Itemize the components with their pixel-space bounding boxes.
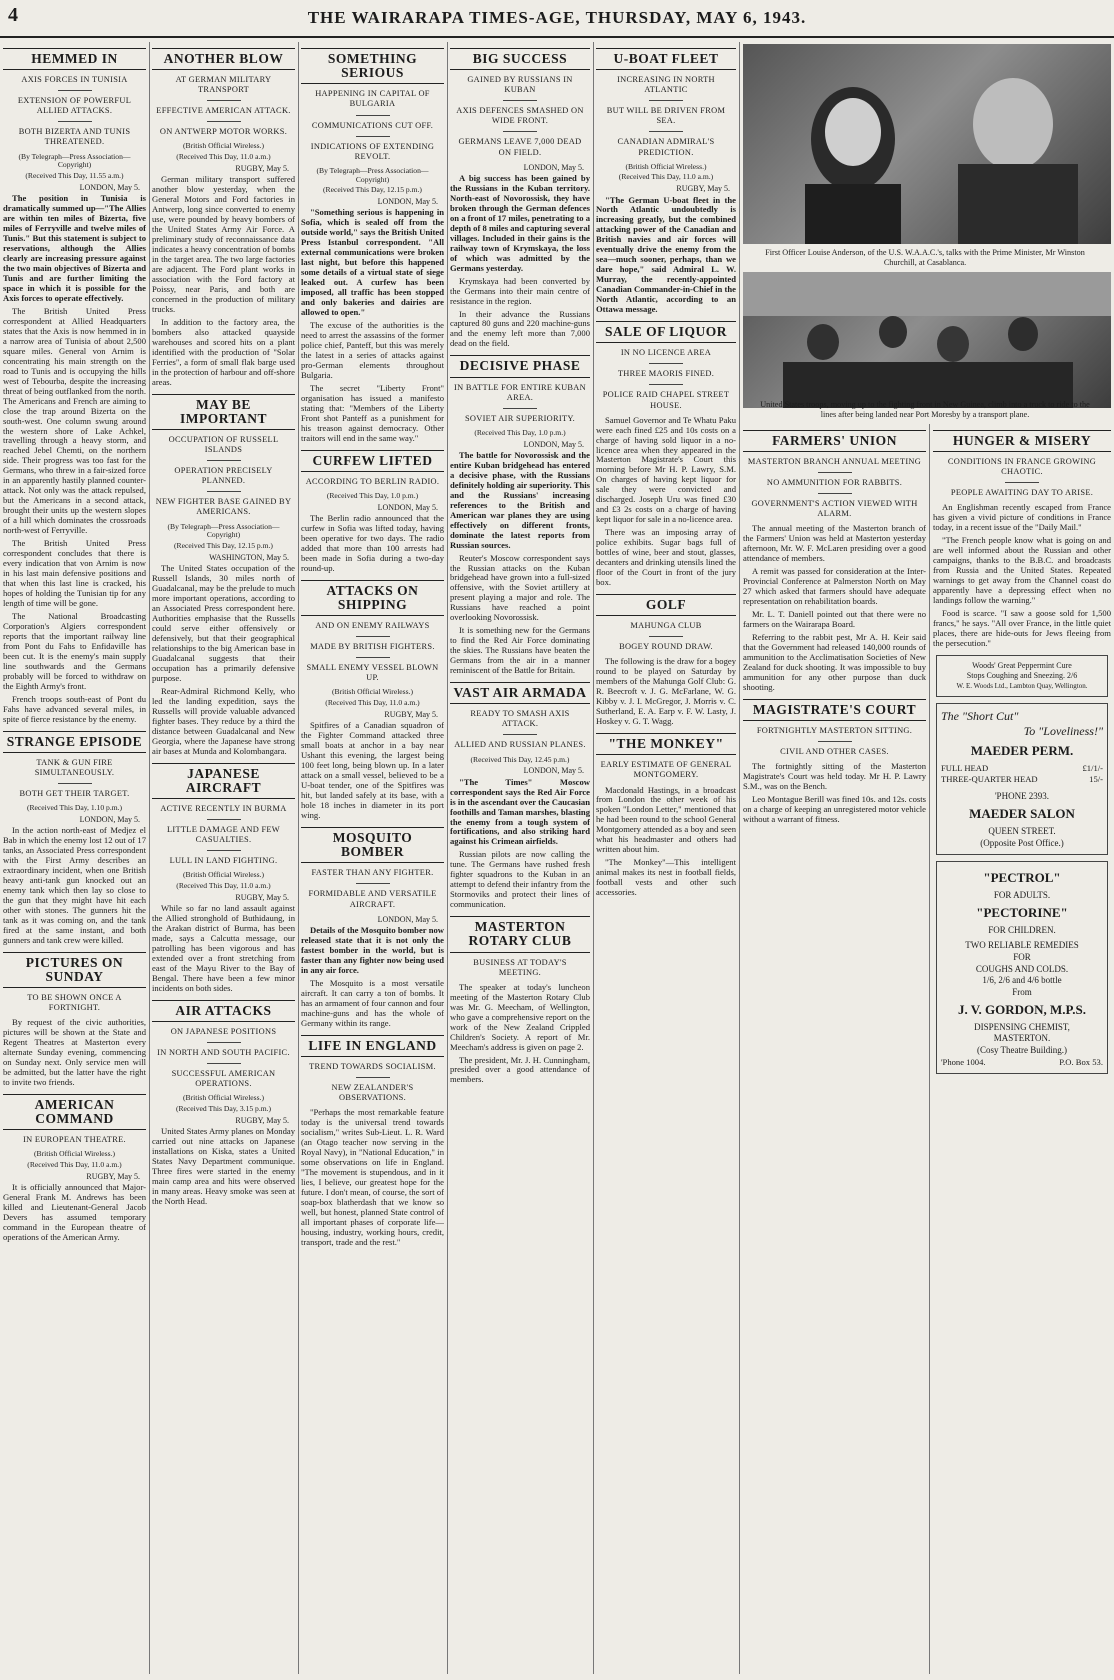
column-rule bbox=[298, 42, 299, 1674]
subheadline: PEOPLE AWAITING DAY TO ARISE. bbox=[950, 488, 1094, 498]
headline: ATTACKS ON SHIPPING bbox=[301, 580, 444, 616]
article bbox=[301, 827, 444, 1029]
subheadline: OCCUPATION OF RUSSELL ISLANDS bbox=[168, 435, 279, 455]
divider bbox=[503, 408, 537, 409]
subheadline: GAINED BY RUSSIANS IN KUBAN bbox=[467, 75, 573, 95]
ad-line: Stops Coughing and Sneezing. bbox=[966, 671, 1065, 681]
headline: MAY BE IMPORTANT bbox=[152, 394, 295, 430]
article bbox=[743, 699, 926, 825]
headline: JAPANESE AIRCRAFT bbox=[152, 763, 295, 799]
article-body bbox=[152, 564, 295, 756]
article bbox=[450, 916, 590, 1085]
divider bbox=[58, 121, 92, 122]
subheadline: BOTH BIZERTA AND TUNIS THREATENED. bbox=[18, 127, 131, 147]
column-rule bbox=[447, 42, 448, 1674]
subheadline: MASTERTON BRANCH ANNUAL MEETING bbox=[747, 457, 922, 467]
article-body bbox=[450, 174, 590, 349]
column-5 bbox=[596, 42, 736, 1674]
divider bbox=[503, 131, 537, 132]
subheadline: COMMUNICATIONS CUT OFF. bbox=[311, 120, 434, 130]
divider bbox=[649, 636, 683, 637]
divider bbox=[503, 734, 537, 735]
headline: FARMERS' UNION bbox=[743, 430, 926, 452]
paragraph: German military transport suffered another blow yesterday, when the General Motors and Ford factories in Antwerp, long since converted to enemy use, were pounded by heavy bombers of the United States Army Air Force. A preliminary study of reconnaissance data indicates a heavy concentration of bombs in the target area. The two large factories are adjacent. The Ford plant works in association with the Ford factory at Poissy, near Paris, and both are concerned in the production of military trucks. bbox=[152, 174, 295, 314]
received-time: (Received This Day, 12.45 p.m.) bbox=[470, 754, 570, 764]
paragraph: By request of the civic authorities, pictures will be shown at the State and Regent Theatres at Masterton every alternate Sunday evening, commencing on Sunday next. Only service men will be admitted, but the latter have the right to invite two friends. bbox=[3, 1017, 146, 1087]
divider bbox=[356, 1077, 390, 1078]
subheadline: EARLY ESTIMATE OF GENERAL MONTGOMERY. bbox=[600, 760, 732, 780]
product-use: FOR ADULTS. bbox=[993, 890, 1051, 901]
divider bbox=[356, 115, 390, 116]
paragraph: The United States occupation of the Russell Islands, 30 miles north of Guadalcanal, may be the prelude to much more important operations, according to an Associated Press correspondent here. Authorities emphasise that the Russells could serve either offensively or defensively, but that their geographical relationships to the big American base in Guadalcanal suggests that their occupation has a primarily defensive purpose. bbox=[152, 563, 295, 683]
wire-source: (By Telegraph—Press Association—Copyright) bbox=[167, 521, 280, 540]
chemist-name: J. V. GORDON, M.P.S. bbox=[958, 1001, 1086, 1017]
product-name: "PECTORINE" bbox=[976, 904, 1068, 920]
received-time: (Received This Day, 11.0 a.m.) bbox=[176, 152, 271, 162]
article bbox=[301, 48, 444, 444]
photo-figures bbox=[743, 44, 1111, 244]
headline: PICTURES ON SUNDAY bbox=[3, 952, 146, 988]
column-rule bbox=[149, 42, 150, 1674]
article-body bbox=[596, 196, 736, 316]
article-body bbox=[301, 926, 444, 1029]
paragraph: The British United Press correspondent concludes that there is every indication that von Arnim is now in his last main defensive positions and that when this last line is cracked, his hopes of holding the Tunisian tip for any length of time will be gone. bbox=[3, 538, 146, 608]
paragraph: French troops south-east of Pont du Fahs have advanced several miles, in spite of fierce resistance by the enemy. bbox=[3, 693, 146, 724]
subheadline: IN BATTLE FOR ENTIRE KUBAN AREA. bbox=[453, 382, 587, 402]
dateline: LONDON, May 5. bbox=[79, 182, 140, 192]
subheadline: BOGEY ROUND DRAW. bbox=[619, 642, 713, 652]
divider bbox=[207, 1042, 241, 1043]
article bbox=[596, 733, 736, 898]
lead-paragraph: A big success has been gained by the Russians in the Kuban territory. North-east of Novorossisk, they have broken through the German defences on a front of 17 miles, penetrating to a depth of 8 miles and capturing several villages. Included in their gains is the railway town of Krymskaya, the loss of which was admitted by the Germans yesterday. bbox=[450, 172, 590, 273]
article bbox=[152, 763, 295, 994]
subheadline: IN EUROPEAN THEATRE. bbox=[23, 1135, 126, 1145]
wire-source: (British Official Wireless.) bbox=[182, 870, 265, 880]
article bbox=[301, 1035, 444, 1248]
price-label: THREE-QUARTER HEAD bbox=[941, 774, 1038, 785]
subheadline: INCREASING IN NORTH ATLANTIC bbox=[617, 75, 715, 95]
gordon-chemist-ad bbox=[936, 861, 1108, 1074]
article-hunger-misery bbox=[933, 430, 1111, 649]
woods-peppermint-ad bbox=[936, 655, 1108, 697]
lead-paragraph: "The German U-boat fleet in the North Atlantic undoubtedly is increasing greatly, but the combined attacking power of the Canadian and British navies and air forces will eventually drive the enemy from the sea—much sooner, perhaps, than we dare hope," said Admiral L. W. Murray, the recently-appointed Canadian Commander-in-Chief in the North Atlantic, according to an Ottawa message. bbox=[596, 194, 736, 315]
paragraph: Rear-Admiral Richmond Kelly, who led the landing expedition, says the Russells will provide valuable advanced fighter bases. They reduce by a third the distance between Guadalcanal and New Georgia, where the Japanese have strong air bases at Munda and Kolombangara. bbox=[152, 685, 295, 756]
subheadline: MADE BY BRITISH FIGHTERS. bbox=[310, 642, 435, 652]
subheadline: IN NO LICENCE AREA bbox=[620, 348, 712, 358]
paragraph: Reuter's Moscow correspondent says the Russian attacks on the Kuban bridgehead have grown into a full-sized offensive, with the Soviet artillery at present playing a major and role. The Russians have reached a point overlooking Novorossisk. bbox=[450, 552, 590, 623]
column-rule bbox=[929, 424, 930, 1674]
subheadline: CANADIAN ADMIRAL'S PREDICTION. bbox=[617, 137, 715, 157]
subheadline: CIVIL AND OTHER CASES. bbox=[780, 747, 889, 757]
headline: AMERICAN COMMAND bbox=[3, 1094, 146, 1130]
lead-paragraph: The position in Tunisia is dramatically summed up—"The Allies are within ten miles of Bizerta, five miles of Ferryville and twelve miles of Tunis." But this statement is subject to reservations, although the Allies clearly are increasing pressure against the two main objectives of Bizerta and Tunis and are further limiting the space in which it is possible for the Axis forces to operate effectively. bbox=[3, 193, 146, 303]
dateline: RUGBY, May 5. bbox=[86, 1171, 140, 1181]
column-4 bbox=[450, 42, 590, 1674]
paragraph: There was an imposing array of police exhibits. Sugar bags full of bottles of wine, beer and stout, glasses, decanters and drinking utensils lined the floor of the Court in front of the jury box. bbox=[596, 527, 736, 588]
article-body bbox=[3, 194, 146, 724]
article-body bbox=[596, 416, 736, 588]
divider bbox=[649, 363, 683, 364]
paragraph: Macdonald Hastings, in a broadcast from London the other week of his spoken "London Letter," mentioned that he had been round to the school General Montgomery attended as a boy and seen what his headmaster and others had written about him. bbox=[596, 784, 736, 855]
headline: VAST AIR ARMADA bbox=[450, 682, 590, 704]
paragraph: Spitfires of a Canadian squadron of the Fighter Command attacked three small boats at anchor in a bay near Ushant this evening, the largest being 100 feet long, being blown up. In a later attack on a small vessel, believed to be a U-boat tender, one of the Spitfires was hit, but landed safely at its base, with a hole 18 inches in diameter in its port wing. bbox=[301, 720, 444, 821]
column-rule bbox=[739, 42, 740, 1674]
subheadline: FASTER THAN ANY FIGHTER. bbox=[311, 868, 434, 878]
paragraph: "The French people know what is going on and are well informed about the Russian and other campaigns, thanks to the B.B.C. and broadcasts from Russia and the United States. Repeated warnings to get away from the Channel coast do apparently have a depressing effect when no landings follow the warning." bbox=[933, 535, 1111, 606]
headline: MOSQUITO BOMBER bbox=[301, 827, 444, 863]
headline: SALE OF LIQUOR bbox=[596, 321, 736, 343]
dateline: RUGBY, May 5. bbox=[384, 710, 438, 720]
dateline: LONDON, May 5. bbox=[523, 162, 584, 172]
paragraph: It is officially announced that Major-General Frank M. Andrews has been killed and Lieutenant-General Jacob Devers has assumed temporary command in the European theatre of operations of the American Army. bbox=[3, 1182, 146, 1243]
ad-text: DISPENSING CHEMIST, bbox=[974, 1021, 1070, 1032]
headline: HUNGER & MISERY bbox=[933, 430, 1111, 452]
price-value: 15/- bbox=[1089, 774, 1103, 785]
masthead bbox=[0, 0, 1114, 38]
subheadline: AND ON ENEMY RAILWAYS bbox=[315, 621, 430, 631]
paragraph: Referring to the rabbit pest, Mr A. H. Keir said that the Government had released 140,000 rounds of ammunition to the Acclimatisation Societies of New Zealand for duck shooting. It was impossible to buy ammunition for any other purpose than duck shooting. bbox=[743, 632, 926, 693]
dateline: LONDON, May 5. bbox=[377, 502, 438, 512]
wire-source: (British Official Wireless.) bbox=[33, 1149, 116, 1159]
paragraph: Leo Montague Berill was fined 10s. and 12s. costs on a charge of keeping an unregistered motor vehicle without a warrant of fitness. bbox=[743, 794, 926, 825]
divider bbox=[649, 131, 683, 132]
subheadline: FORTNIGHTLY MASTERTON SITTING. bbox=[756, 726, 913, 736]
divider bbox=[207, 1063, 241, 1064]
price-row bbox=[941, 774, 1103, 785]
article-body bbox=[450, 451, 590, 676]
divider bbox=[649, 100, 683, 101]
paragraph: The British United Press correspondent at Allied Headquarters states that the Axis is now hemmed in in a narrow area of Tunisia of about 2,500 square miles. General von Arnim is concentrating his main strength on the road to Tunis and is occupying the hills west of Tebourba, despite the increasing threat of being outflanked from the north. The Americans and French are aiming to close the trap around Bizerta on the south-west. One column swung around the western shore of Lake Achkel, travelling through a heavy storm, and reached Jebel Chemti, on the northern side. Their progress was too fast for the Germans, who threw in a fair-sized force in an apparently hastily planned counter-attack. Not only was the attack repulsed, but the Americans in a second attack, brought their units up the western slopes of a hill which dominates the crossroads north-west of Ferryville. bbox=[3, 305, 146, 536]
subheadline: EXTENSION OF POWERFUL ALLIED ATTACKS. bbox=[17, 96, 132, 116]
article bbox=[450, 682, 590, 910]
paragraph: United States Army planes on Monday carried out nine attacks on Japanese installations on Kiska, states a United States Navy Department communique. Three fires were started in the enemy main camp area and hits were observed in many areas. Heavy smoke was seen at the North Head. bbox=[152, 1126, 295, 1206]
ad-tagline: TWO RELIABLE REMEDIES bbox=[965, 940, 1079, 951]
ad-text: From bbox=[1012, 987, 1032, 998]
subheadline: BOTH GET THEIR TARGET. bbox=[19, 788, 130, 798]
subheadline: ON ANTWERP MOTOR WORKS. bbox=[159, 127, 288, 137]
ad-text: MASTERTON. bbox=[993, 1033, 1051, 1044]
dateline: RUGBY, May 5. bbox=[235, 892, 289, 902]
article-body bbox=[152, 175, 295, 387]
paragraph: In the action north-east of Medjez el Bab in which the enemy lost 12 out of 17 tanks, an Associated Press correspondent with the First Army describes an extraordinary incident, when one British heavy anti-tank gun knocked out an enemy tank which then lay so close to the gun that they might have hit each other with stones. The gunners hit the tank as it was coming on, and the tank fired at the same instant, and both gunners and tank crew were killed. bbox=[3, 825, 146, 945]
paragraph: The president, Mr. J. H. Cunningham, presided over a good attendance of members. bbox=[450, 1054, 590, 1085]
subheadline: THREE MAORIS FINED. bbox=[617, 369, 715, 379]
divider bbox=[356, 136, 390, 137]
article-body bbox=[596, 786, 736, 899]
subheadline: CONDITIONS IN FRANCE GROWING CHAOTIC. bbox=[947, 457, 1097, 477]
maeder-perm-ad bbox=[936, 703, 1108, 855]
subheadline: ACTIVE RECENTLY IN BURMA bbox=[160, 803, 287, 813]
ad-text: (Cosy Theatre Building.) bbox=[976, 1045, 1068, 1056]
subheadline: GOVERNMENT'S ACTION VIEWED WITH ALARM. bbox=[751, 499, 918, 519]
received-time: (Received This Day, 1.0 p.m.) bbox=[474, 427, 566, 437]
headline: STRANGE EPISODE bbox=[3, 731, 146, 753]
received-time: (Received This Day, 11.0 a.m.) bbox=[325, 698, 420, 708]
photo-figures bbox=[743, 272, 1111, 408]
paragraph: The Berlin radio announced that the curfew in Sofia was lifted today, having been operative for two days. The radio added that more than 100 arrests had been made in Sofia during a two-day round-up. bbox=[301, 512, 444, 573]
dateline: RUGBY, May 5. bbox=[235, 1115, 289, 1125]
divider bbox=[649, 384, 683, 385]
subheadline: SMALL ENEMY VESSEL BLOWN UP. bbox=[306, 663, 439, 683]
newspaper-title: THE WAIRARAPA TIMES-AGE, THURSDAY, MAY 6, 1943. bbox=[307, 8, 807, 27]
subheadline: NEW ZEALANDER'S OBSERVATIONS. bbox=[331, 1082, 414, 1102]
wire-source: (British Official Wireless.) bbox=[182, 1093, 265, 1103]
dateline: LONDON, May 5. bbox=[523, 439, 584, 449]
subheadline: MAHUNGA CLUB bbox=[630, 621, 702, 631]
subheadline: HAPPENING IN CAPITAL OF BULGARIA bbox=[315, 89, 430, 109]
paragraph: The following is the draw for a bogey round to be played on Saturday by members of the Mahunga Golf Club: G. R. Beecroft v. J. G. McFarlane, W. G. Kibby v. J. I. McGregor, J. Morris v. C. Sutherland, E. A. Earp v. F. W. Lasty, J. Hoskey v. G. T. Wagg. bbox=[596, 656, 736, 727]
article bbox=[596, 321, 736, 588]
wire-source: (British Official Wireless.) bbox=[182, 141, 265, 151]
page-number: 4 bbox=[8, 4, 18, 26]
article bbox=[450, 48, 590, 349]
divider bbox=[207, 121, 241, 122]
headline: HEMMED IN bbox=[3, 48, 146, 70]
paragraph: "The Monkey"—This intelligent animal makes its nest in football fields, football vests and other such accessories. bbox=[596, 857, 736, 898]
headline: DECISIVE PHASE bbox=[450, 355, 590, 377]
column-2 bbox=[152, 42, 295, 1674]
divider bbox=[356, 657, 390, 658]
divider bbox=[818, 472, 852, 473]
price-label: FULL HEAD bbox=[941, 762, 989, 773]
dateline: LONDON, May 5. bbox=[377, 197, 438, 207]
paragraph: The fortnightly sitting of the Masterton Magistrate's Court was held today. Mr H. P. Lawry S.M., was on the Bench. bbox=[743, 761, 926, 792]
received-time: (Received This Day, 11.0 a.m.) bbox=[176, 881, 271, 891]
paragraph: An Englishman recently escaped from France has given a vivid picture of conditions in France today, in a recent issue of the "Daily Mail." bbox=[933, 502, 1111, 533]
article bbox=[596, 48, 736, 315]
product-name: "PECTROL" bbox=[983, 870, 1061, 886]
ad-price: 2/6 bbox=[1066, 671, 1078, 681]
paragraph: Krymskaya had been converted by the Germans into their main centre of resistance in the region. bbox=[450, 275, 590, 306]
subheadline: BUSINESS AT TODAY'S MEETING. bbox=[473, 957, 567, 977]
article bbox=[743, 430, 926, 693]
article-body bbox=[301, 208, 444, 443]
ad-text: COUGHS AND COLDS. bbox=[975, 963, 1069, 974]
dateline: LONDON, May 5. bbox=[523, 766, 584, 776]
ad-phone: 'PHONE 2393. bbox=[994, 791, 1050, 802]
headline: BIG SUCCESS bbox=[450, 48, 590, 70]
lead-paragraph: "Something serious is happening in Sofia, which is sealed off from the outside world," says the British United Press Istanbul correspondent. "All external communications were broken last night, but before this happened some details of a virtual state of siege leaked out. A curfew has been imposed, all traffic has been stopped and only bakeries and dairies are allowed to open." bbox=[301, 207, 444, 318]
article-body bbox=[3, 1018, 146, 1088]
lead-paragraph: Details of the Mosquito bomber now released state that it is not only the fastest bomber in the world, but is faster than any fighter now being used in any air force. bbox=[301, 924, 444, 975]
paragraph: The excuse of the authorities is the need to arrest the assassins of the former police chief, Panteff, but this was merely the latest in a series of attacks against pro-German elements throughout Bulgaria. bbox=[301, 320, 444, 380]
received-time: (Received This Day, 11.55 a.m.) bbox=[25, 171, 124, 181]
ad-note: (Opposite Post Office.) bbox=[980, 837, 1064, 848]
product-use: FOR CHILDREN. bbox=[988, 924, 1056, 935]
paragraph: Mr. L. T. Daniell pointed out that there were no farmers on the Wairarapa Board. bbox=[743, 609, 926, 630]
received-time: (Received This Day, 3.15 p.m.) bbox=[175, 1104, 272, 1114]
subheadline: GERMANS LEAVE 7,000 DEAD ON FIELD. bbox=[458, 137, 582, 157]
churchill-photo-caption: First Officer Louise Anderson, of the U.S. W.A.A.C.'s, talks with the Prime Minister, Mr Winston Churchill, at Casablanca. bbox=[765, 248, 1085, 267]
ad-text: FOR bbox=[1013, 952, 1031, 963]
headline: "THE MONKEY" bbox=[596, 733, 736, 755]
article-body bbox=[152, 1127, 295, 1207]
headline: U-BOAT FLEET bbox=[596, 48, 736, 70]
ad-salon: MAEDER SALON bbox=[969, 805, 1075, 821]
divider bbox=[503, 100, 537, 101]
article bbox=[3, 48, 146, 725]
paragraph: While so far no land assault against the Allied stronghold of Buthidaung, in the Arakan district of Burma, has been made, says a Calcutta message, our patrolling has been vigorous and has extended over a front stretching from east of the Mayu River to the Bay of Bengal. There have been a few minor incidents on both sides. bbox=[152, 903, 295, 993]
divider bbox=[58, 90, 92, 91]
wire-source: (British Official Wireless.) bbox=[625, 161, 707, 171]
ad-title: MAEDER PERM. bbox=[970, 743, 1074, 759]
headline: AIR ATTACKS bbox=[152, 1000, 295, 1022]
ad-maker: W. E. Woods Ltd., Lambton Quay, Wellington. bbox=[956, 681, 1088, 690]
article-body bbox=[301, 514, 444, 574]
paragraph: Russian pilots are now calling the tune. The Germans have rushed fresh fighter squadrons to the Kuban in an attempt to defend their infantry from the Stormoviks and protect their lines of communication. bbox=[450, 849, 590, 910]
paragraph: In their advance the Russians captured 80 guns and 220 machine-guns and the enemy left more than 7,000 dead on the field. bbox=[450, 308, 590, 349]
headline: MAGISTRATE'S COURT bbox=[743, 699, 926, 721]
subheadline: NEW FIGHTER BASE GAINED BY AMERICANS. bbox=[155, 497, 292, 517]
article bbox=[301, 450, 444, 574]
subheadline: AXIS DEFENCES SMASHED ON WIDE FRONT. bbox=[456, 106, 584, 126]
divider bbox=[207, 819, 241, 820]
article bbox=[152, 394, 295, 757]
dateline: RUGBY, May 5. bbox=[235, 164, 289, 174]
headline: GOLF bbox=[596, 594, 736, 616]
new-guinea-troops-photo bbox=[743, 272, 1111, 408]
paragraph: A remit was passed for consideration at the Inter-Provincial Conference at Palmerston North on May 27 which asked that farmers should have adequate representation on rehabilitation boards. bbox=[743, 566, 926, 607]
received-time: (Received This Day, 12.15 p.m.) bbox=[174, 541, 273, 551]
article-body bbox=[3, 1183, 146, 1243]
subheadline: TANK & GUN FIRE SIMULTANEOUSLY. bbox=[34, 757, 115, 777]
article-body bbox=[152, 904, 295, 994]
subheadline: LULL IN LAND FIGHTING. bbox=[169, 856, 278, 866]
dateline: LONDON, May 5. bbox=[377, 914, 438, 924]
divider bbox=[207, 460, 241, 461]
article-body bbox=[596, 657, 736, 727]
article-body bbox=[3, 826, 146, 946]
subheadline: ON JAPANESE POSITIONS bbox=[170, 1026, 277, 1036]
article-body bbox=[301, 1108, 444, 1248]
contact-row bbox=[941, 1057, 1103, 1068]
wire-source: (British Official Wireless.) bbox=[331, 687, 414, 697]
subheadline: INDICATIONS OF EXTENDING REVOLT. bbox=[310, 141, 435, 161]
divider bbox=[58, 783, 92, 784]
paragraph: In addition to the factory area, the bombers also attacked quayside warehouses and scored hits on a plant identified with the production of "Solar Ferries", a form of small flak barge used in the protection of harbour and off-shore areas. bbox=[152, 316, 295, 387]
article bbox=[3, 1094, 146, 1243]
received-time: (Received This Day, 11.0 a.m.) bbox=[618, 172, 714, 182]
new-guinea-photo-caption: United States troops, moving up to the fighting front in New Guinea, climb into a truck to ride to the lines after being landed near Port Moresby by a transport plane. bbox=[760, 400, 1090, 419]
subheadline: ALLIED AND RUSSIAN PLANES. bbox=[454, 740, 586, 750]
subheadline: ACCORDING TO BERLIN RADIO. bbox=[305, 476, 440, 486]
divider bbox=[356, 636, 390, 637]
paragraph: The Mosquito is a most versatile aircraft. It can carry a ton of bombs. It has an armament of four cannon and four machine-guns and has the whole of Germany within its range. bbox=[301, 977, 444, 1028]
subheadline: IN NORTH AND SOUTH PACIFIC. bbox=[157, 1048, 290, 1058]
column-rule bbox=[593, 42, 594, 1674]
ad-tagline: The "Short Cut" bbox=[941, 708, 1019, 723]
subheadline: SUCCESSFUL AMERICAN OPERATIONS. bbox=[171, 1069, 276, 1089]
subheadline: AT GERMAN MILITARY TRANSPORT bbox=[175, 75, 272, 95]
paragraph: The National Broadcasting Corporation's Algiers correspondent reports that the important railway line from Pont du Fahs to Enfidaville has been cut. It is the enemy's main supply line southwards and the Germans probably will be forced to withdraw on the Eighth Army's front. bbox=[3, 610, 146, 691]
article-body bbox=[933, 503, 1111, 649]
dateline: RUGBY, May 5. bbox=[676, 184, 730, 194]
column-3 bbox=[301, 42, 444, 1674]
article-body bbox=[743, 762, 926, 825]
paragraph: It is something new for the Germans to find the Red Air Force dominating the skies. The Russians have beaten the Germans from the air in a manner reminiscent of the Battle for Britain. bbox=[450, 625, 590, 676]
article bbox=[152, 48, 295, 388]
subheadline: POLICE RAID CHAPEL STREET HOUSE. bbox=[602, 390, 730, 410]
headline: CURFEW LIFTED bbox=[301, 450, 444, 472]
column-7 bbox=[933, 424, 1111, 1674]
received-time: (Received This Day, 11.0 a.m.) bbox=[27, 1160, 122, 1170]
wire-source: (By Telegraph—Press Association—Copyright) bbox=[18, 151, 131, 170]
article bbox=[450, 355, 590, 676]
subheadline: READY TO SMASH AXIS ATTACK. bbox=[470, 709, 570, 729]
subheadline: AXIS FORCES IN TUNISIA bbox=[21, 75, 128, 85]
ad-tagline: To "Loveliness!" bbox=[1023, 724, 1103, 739]
paragraph: Food is scarce. "I saw a goose sold for 1,500 francs," he says. "All over France, in the little quiet places, there are hide-outs for Jews fleeing from the persecution." bbox=[933, 608, 1111, 648]
article bbox=[3, 731, 146, 946]
paragraph: "Perhaps the most remarkable feature today is the universal trend towards socialism," writes Sub-Lieut. L. R. Ward (an Otago teacher now serving in the Royal Navy), in "National Education," in some observations on life in England. "The movement is stupendous, and in it lies, I believe, our greatest hope for the future. I don't mean, of course, the sort of soap-box blatherdash that we know so well, but honest, planned State control of all important phases of corporate life—housing, industry, working hours, credit, transport, trade and the rest." bbox=[301, 1106, 444, 1247]
price-value: £1/1/- bbox=[1082, 762, 1103, 773]
article bbox=[301, 580, 444, 821]
article bbox=[596, 594, 736, 727]
column-6 bbox=[743, 424, 926, 1674]
paragraph: The secret "Liberty Front" organisation has issued a manifesto stating that: "Members of the Liberty Front shot Panteff as a punishment for his treason against democracy. Other traitors will end in the same way." bbox=[301, 382, 444, 443]
subheadline: FORMIDABLE AND VERSATILE AIRCRAFT. bbox=[308, 889, 437, 909]
paragraph: Samuel Governor and Te Whatu Paku were each fined £25 and 10s costs on a charge of having sold liquor in a no-licence area when they appeared in the Masterton Magistrate's Court this morning before Mr H. P. Lawry, S.M. On charges of having kept liquor for sale they were convicted and discharged. Joseph Uru was fined £30 and £3 2s costs on a charge of having kept liquor for sale in a no-licence area. bbox=[596, 414, 736, 525]
subheadline: OPERATION PRECISELY PLANNED. bbox=[174, 466, 273, 486]
received-time: (Received This Day, 1.10 p.m.) bbox=[26, 803, 123, 812]
subheadline: LITTLE DAMAGE AND FEW CASUALTIES. bbox=[166, 824, 281, 845]
paragraph: The speaker at today's luncheon meeting of the Masterton Rotary Club was Mr. G. Meecham, of Wellington, who gave a comprehensive report on the work of the New Zealand Crippled Children's Society. A report of Mr. Meecham's address is given on page 2. bbox=[450, 981, 590, 1052]
received-time: (Received This Day, 1.0 p.m.) bbox=[326, 490, 419, 500]
dateline: LONDON, May 5. bbox=[79, 814, 140, 824]
subheadline: EFFECTIVE AMERICAN ATTACK. bbox=[156, 106, 291, 116]
divider bbox=[818, 741, 852, 742]
article-body bbox=[450, 983, 590, 1086]
po-box: P.O. Box 53. bbox=[1059, 1056, 1103, 1067]
subheadline: TO BE SHOWN ONCE A FORTNIGHT. bbox=[27, 993, 122, 1013]
divider bbox=[207, 491, 241, 492]
lead-paragraph: "The Times" Moscow correspondent says the Red Air Force is in the ascendant over the Caucasian foothills and Taman marshes, blasting the enemy from a tough system of fortifications, and also striking hard against his Crimean airfields. bbox=[450, 776, 590, 847]
article bbox=[152, 1000, 295, 1207]
wire-source: (By Telegraph—Press Association—Copyright) bbox=[316, 165, 429, 184]
ad-street: QUEEN STREET. bbox=[988, 825, 1056, 836]
lead-paragraph: The battle for Novorossisk and the entire Kuban bridgehead has entered a decisive phase, with the Russians definitely holding air superiority. This and the Russians' increasing references to the British and American war planes they are using effectively on different fronts, dominate the latest reports from Russian sources. bbox=[450, 449, 590, 550]
ad-line: Woods' Great Peppermint Cure bbox=[972, 660, 1072, 670]
ad-phone: 'Phone 1004. bbox=[941, 1056, 986, 1067]
headline: LIFE IN ENGLAND bbox=[301, 1035, 444, 1057]
subheadline: NO AMMUNITION FOR RABBITS. bbox=[766, 478, 903, 488]
article-body bbox=[743, 524, 926, 693]
headline: SOMETHING SERIOUS bbox=[301, 48, 444, 84]
article bbox=[3, 952, 146, 1088]
subheadline: SOVIET AIR SUPERIORITY. bbox=[464, 413, 576, 423]
headline: ANOTHER BLOW bbox=[152, 48, 295, 70]
divider bbox=[818, 493, 852, 494]
price-row bbox=[941, 763, 1103, 774]
subheadline: TREND TOWARDS SOCIALISM. bbox=[309, 1061, 436, 1071]
divider bbox=[356, 883, 390, 884]
article-body bbox=[450, 778, 590, 911]
headline: MASTERTON ROTARY CLUB bbox=[450, 916, 590, 952]
dateline: WASHINGTON, May 5. bbox=[209, 552, 289, 562]
divider bbox=[207, 100, 241, 101]
divider bbox=[207, 850, 241, 851]
column-1 bbox=[3, 42, 146, 1674]
churchill-photo bbox=[743, 44, 1111, 244]
received-time: (Received This Day, 12.15 p.m.) bbox=[323, 185, 422, 195]
ad-price: 1/6, 2/6 and 4/6 bottle bbox=[982, 975, 1062, 986]
article-body bbox=[301, 721, 444, 821]
paragraph: The annual meeting of the Masterton branch of the Farmers' Union was held at Masterton yesterday afternoon, Mr. W. F. McLaren presiding over a good attendance of members. bbox=[743, 523, 926, 564]
subheadline: BUT WILL BE DRIVEN FROM SEA. bbox=[606, 106, 726, 126]
